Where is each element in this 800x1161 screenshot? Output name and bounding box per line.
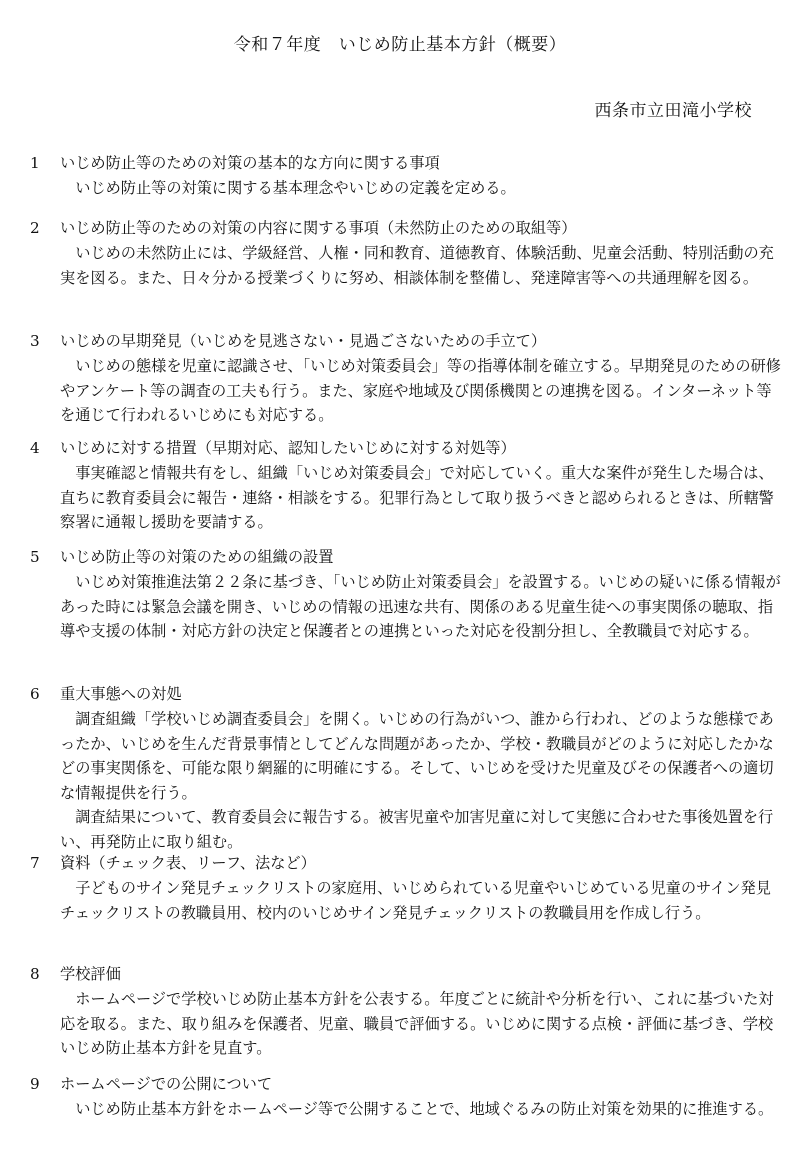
section-heading	[30, 151, 760, 176]
school-name: 西条市立田滝小学校	[594, 101, 752, 121]
section-number: 1	[30, 154, 40, 172]
section-heading	[30, 1072, 760, 1097]
section-number: 2	[30, 219, 40, 237]
section-body	[60, 241, 782, 290]
section-1	[30, 151, 760, 201]
section-number: 8	[30, 965, 40, 983]
section-paragraph: いじめ防止基本方針をホームページ等で公開することで、地域ぐるみの防止対策を効果的に推進する。	[75, 1100, 774, 1118]
section-7	[30, 851, 771, 925]
section-number: 6	[30, 685, 40, 703]
section-title: 学校評価	[60, 965, 121, 983]
section-number: 3	[30, 332, 40, 350]
section-6	[30, 682, 774, 854]
section-body	[60, 876, 782, 925]
section-paragraph: いじめ防止等の対策に関する基本理念やいじめの定義を定める。	[75, 179, 516, 197]
section-title: いじめ防止等の対策のための組織の設置	[60, 548, 334, 566]
section-4	[30, 436, 774, 535]
section-body	[60, 176, 782, 201]
section-paragraph: ホームページで学校いじめ防止基本方針を公表する。年度ごとに統計や分析を行い、これに基づいた対応を取る。また、取り組みを保護者、児童、職員で評価する。いじめに関する点検・評価に基づき、学校いじめ防止基本方針を見直す。	[60, 990, 774, 1057]
section-body	[60, 354, 782, 428]
section-paragraph: いじめ対策推進法第２２条に基づき、「いじめ防止対策委員会」を設置する。いじめの疑いに係る情報があった時には緊急会議を開き、いじめの情報の迅速な共有、関係のある児童生徒への事実関係の聴取、指導や支援の体制・対応方針の決定と保護者との連携といった対応を役割分担し、全教職員で対応する。	[60, 573, 781, 640]
section-title: 重大事態への対処	[60, 685, 182, 703]
section-heading	[30, 329, 760, 354]
section-8	[30, 962, 774, 1061]
section-paragraph: 調査結果について、教育委員会に報告する。被害児童や加害児童に対して実態に合わせた事後処置を行い、再発防止に取り組む。	[60, 808, 774, 851]
section-title: いじめ防止等のための対策の内容に関する事項（未然防止のための取組等）	[60, 219, 577, 237]
section-paragraph: いじめの未然防止には、学級経営、人権・同和教育、道徳教育、体験活動、児童会活動、特別活動の充実を図る。また、日々分かる授業づくりに努め、相談体制を整備し、発達障害等への共通理解を図る。	[60, 244, 774, 287]
section-heading	[30, 545, 760, 570]
section-paragraph: 事実確認と情報共有をし、組織「いじめ対策委員会」で対応していく。重大な案件が発生した場合は、直ちに教育委員会に報告・連絡・相談をする。犯罪行為として取り扱うべきと認められるときは、所轄警察署に通報し援助を要請する。	[60, 464, 774, 531]
section-number: 9	[30, 1075, 40, 1093]
section-title: 資料（チェック表、リーフ、法など）	[60, 854, 316, 872]
section-heading	[30, 436, 760, 461]
section-paragraph: 調査組織「学校いじめ調査委員会」を開く。いじめの行為がいつ、誰から行われ、どのような態様であったか、いじめを生んだ背景事情としてどんな問題があったか、学校・教職員がどのように対応したかなどの事実関係を、可能な限り網羅的に明確にする。そして、いじめを受けた児童及びその保護者への適切な情報提供を行う。	[60, 710, 774, 802]
section-body	[60, 570, 782, 644]
section-9	[30, 1072, 774, 1122]
section-number: 4	[30, 439, 40, 457]
section-paragraph: 子どものサイン発見チェックリストの家庭用、いじめられている児童やいじめている児童のサイン発見チェックリストの教職員用、校内のいじめサイン発見チェックリストの教職員用を作成し行う。	[60, 879, 771, 922]
section-heading	[30, 962, 760, 987]
section-title: ホームページでの公開について	[60, 1075, 273, 1093]
section-heading	[30, 682, 760, 707]
section-body	[60, 461, 782, 535]
section-body	[60, 1097, 782, 1122]
section-heading	[30, 216, 760, 241]
section-title: いじめ防止等のための対策の基本的な方向に関する事項	[60, 154, 440, 172]
section-heading	[30, 851, 760, 876]
section-5	[30, 545, 781, 644]
section-body	[60, 987, 782, 1061]
page-title: 令和７年度 いじめ防止基本方針（概要）	[233, 35, 567, 55]
section-title: いじめに対する措置（早期対応、認知したいじめに対する対処等）	[60, 439, 516, 457]
section-paragraph: いじめの態様を児童に認識させ、「いじめ対策委員会」等の指導体制を確立する。早期発見のための研修やアンケート等の調査の工夫も行う。また、家庭や地域及び関係機関との連携を図る。インターネット等を通じて行われるいじめにも対応する。	[60, 357, 781, 424]
section-3	[30, 329, 781, 428]
section-number: 7	[30, 854, 40, 872]
section-body	[60, 707, 782, 854]
section-title: いじめの早期発見（いじめを見逃さない・見過ごさないための手立て）	[60, 332, 546, 350]
section-2	[30, 216, 774, 290]
section-number: 5	[30, 548, 40, 566]
